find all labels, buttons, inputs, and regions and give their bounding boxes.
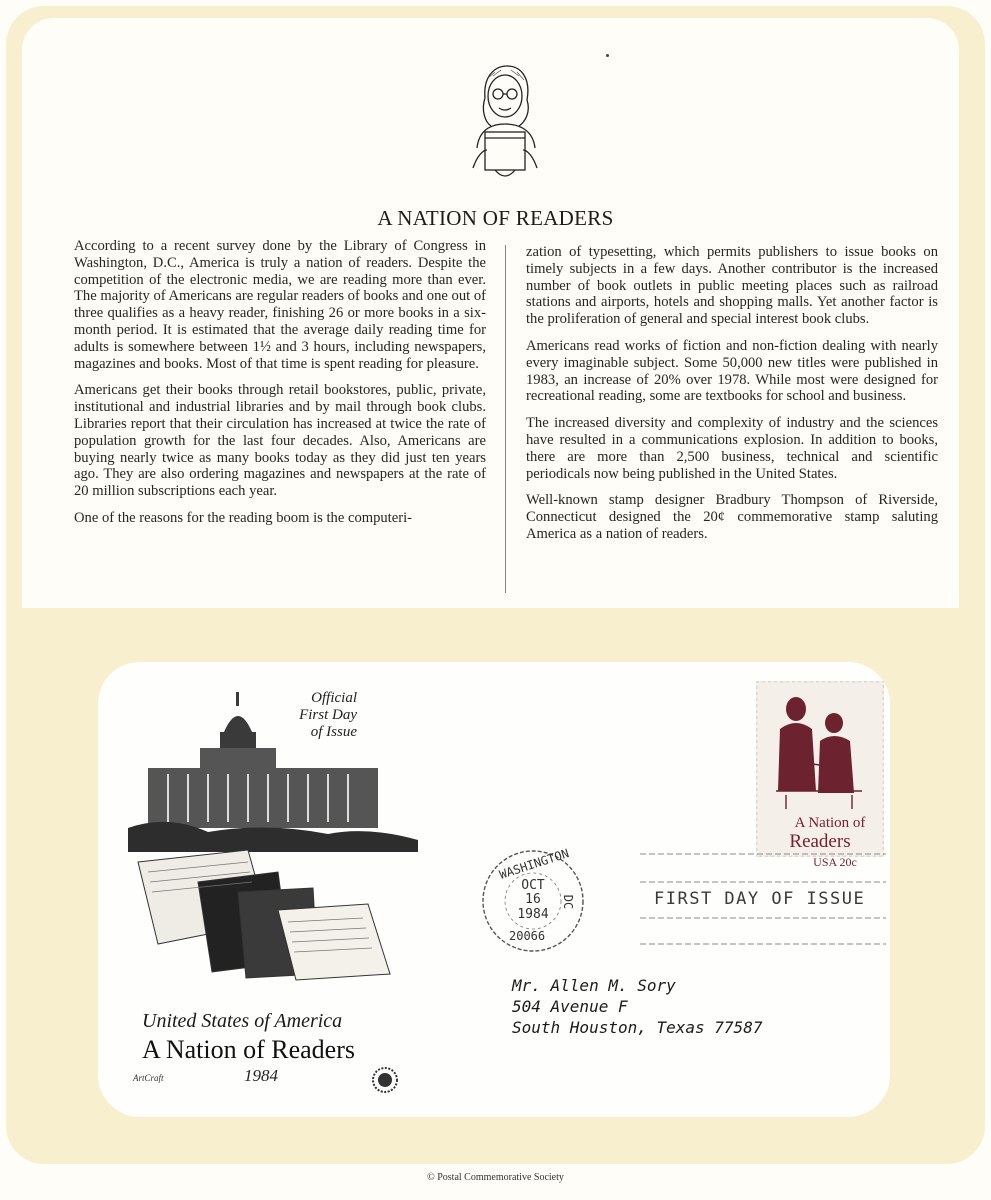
mailing-address: [512, 975, 762, 1038]
address-line: 504 Avenue F: [512, 997, 628, 1016]
stamp-caption-line2: Readers: [789, 831, 851, 852]
artcraft-logo: ArtCraft: [133, 1073, 164, 1083]
cachet-year-caption: 1984: [244, 1066, 278, 1085]
official-line: Official: [311, 690, 357, 706]
first-day-of-issue-cancel: FIRST DAY OF ISSUE: [654, 889, 866, 909]
postmark-zip: 20066: [509, 929, 546, 943]
article-paragraph: One of the reasons for the reading boom is the computeri-: [74, 509, 412, 526]
postmark-city: WASHINGTON: [497, 846, 571, 882]
seal-icon: [371, 1066, 399, 1094]
article-paragraph: According to a recent survey done by the Library of Congress in Washington, D.C., America is truly a nation of readers. Despite the competition of the electronic media, we are reading more than ever. The majority of Americans are regular readers of books and one out of three qualifies as a heavy reader, finishing 26 or more books in a six-month period. It is estimated that the average daily reading time for adults is somewhere between 1½ and 3 hours, including newspapers, magazines and books. Most of that time is spent reading for pleasure.: [74, 238, 486, 372]
article-paragraph: Well-known stamp designer Bradbury Thompson of Riverside, Connecticut designed the 20¢ commemorative stamp saluting America as a nation of readers.: [526, 492, 938, 542]
cachet-subject-caption: A Nation of Readers: [142, 1035, 356, 1064]
article-paragraph: zation of typesetting, which permits publishers to issue books on timely subjects in a few days. Another contributor is the increased number of book outlets in public meeting places such as railroad stations and airports, hotels and shopping malls. Yet another factor is the proliferation of general and special interest book clubs.: [526, 244, 938, 328]
cachet-country-caption: United States of America: [142, 1010, 343, 1032]
article-paragraph: Americans get their books through retail bookstores, public, private, institutional and industrial libraries and by mail through book clubs. Libraries report that their circulation has increased at twice the rate of population growth for the last four decades. Also, Americans are buying nearly twice as many books today as they did just ten years ago. They are also ordering magazines and newspapers at the rate of 20 million subscriptions each year.: [74, 382, 486, 500]
postmark-year: 1984: [517, 907, 549, 922]
official-line: First Day: [299, 707, 357, 723]
official-first-day-label: [262, 690, 357, 741]
paper-speck: [606, 54, 609, 57]
copyright-footer: © Postal Commemorative Society: [427, 1172, 564, 1183]
address-line: Mr. Allen M. Sory: [512, 976, 676, 995]
postmark-day: 16: [525, 892, 541, 907]
article-paragraph: The increased diversity and complexity of industry and the sciences have resulted in a communications explosion. In addition to books, there are more than 2,500 business, technical and scientific periodicals now being published in the United States.: [526, 415, 938, 482]
postmark-month: OCT: [521, 878, 545, 893]
article-paragraph: Americans read works of fiction and non-fiction dealing with nearly every imaginable subject. Some 50,000 new titles were published in 1983, an increase of 20% over 1978. While most were designed for recreational reading, some are textbooks for school and business.: [526, 337, 938, 405]
postmark-state: DC: [561, 894, 576, 910]
stamp-denomination: USA 20c: [813, 855, 857, 869]
stamp-caption-line1: A Nation of: [794, 815, 866, 831]
column-divider: [505, 245, 506, 593]
article-left-column: [74, 238, 486, 537]
reader-portrait-illustration: [455, 58, 555, 188]
page-title: A NATION OF READERS: [377, 206, 614, 230]
article-right-column: [526, 244, 938, 553]
address-line: South Houston, Texas 77587: [512, 1018, 763, 1037]
official-line: of Issue: [310, 724, 357, 740]
